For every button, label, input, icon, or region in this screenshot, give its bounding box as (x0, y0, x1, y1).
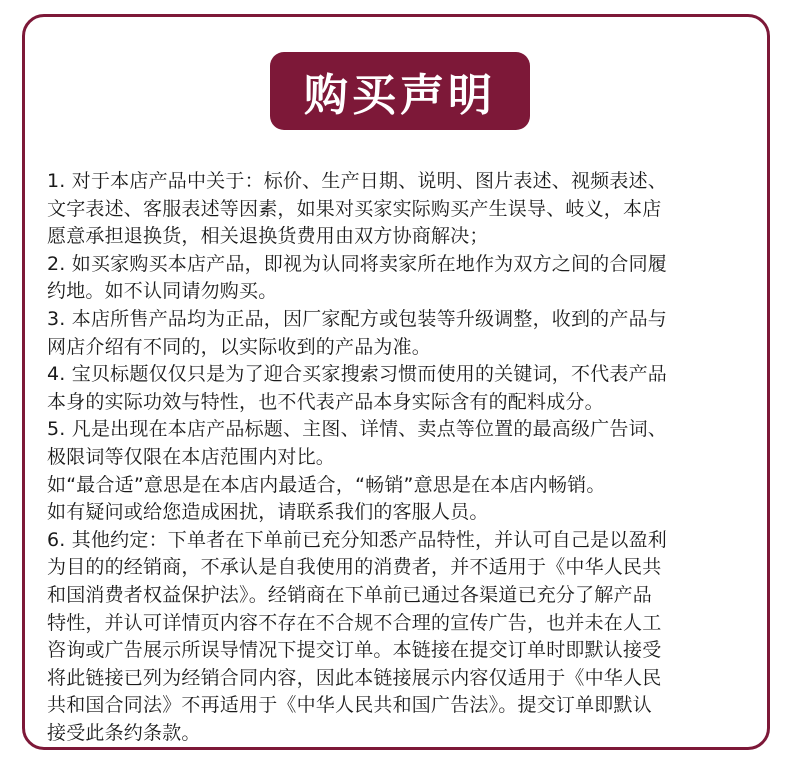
statement-line: 2. 如买家购买本店产品，即视为认同将卖家所在地作为双方之间的合同履 (47, 252, 667, 275)
statement-line: 6. 其他约定：下单者在下单前已充分知悉产品特性，并认可自己是以盈利 (47, 528, 667, 551)
statement-line: 共和国合同法》不再适用于《中华人民共和国广告法》。提交订单即默认 (47, 694, 652, 717)
page-title: 购买声明 (304, 70, 496, 121)
title-badge (270, 52, 530, 130)
statement-line: 如“最合适”意思是在本店内最适合，“畅销”意思是在本店内畅销。 (47, 473, 606, 496)
statement-line: 为目的的经销商，不承认是自我使用的消费者，并不适用于《中华人民共 (47, 556, 662, 579)
statement-line: 1. 对于本店产品中关于：标价、生产日期、说明、图片表述、视频表述、 (47, 170, 667, 192)
statement-line: 接受此条约条款。 (47, 721, 201, 744)
statement-line: 网店介绍有不同的，以实际收到的产品为准。 (47, 335, 432, 358)
statement-line: 和国消费者权益保护法》。经销商在下单前已通过各渠道已充分了解产品 (47, 583, 652, 606)
statement-line: 本身的实际功效与特性，也不代表产品本身实际含有的配料成分。 (47, 390, 604, 413)
statement-line: 愿意承担退换货，相关退换货费用由双方协商解决； (47, 225, 489, 248)
statement-line: 约地。如不认同请勿购买。 (47, 280, 278, 303)
statement-line: 5. 凡是出现在本店产品标题、主图、详情、卖点等位置的最高级广告词、 (47, 418, 667, 441)
statement-line: 极限词等仅限在本店范围内对比。 (47, 445, 336, 468)
statement-line: 文字表述、客服表述等因素，如果对买家实际购买产生误导、岐义，本店 (47, 197, 662, 220)
statement-line: 3. 本店所售产品均为正品，因厂家配方或包装等升级调整，收到的产品与 (47, 307, 667, 330)
statement-body (47, 168, 762, 747)
statement-line: 如有疑问或给您造成困扰，请联系我们的客服人员。 (47, 501, 489, 524)
statement-line: 咨询或广告展示所误导情况下提交订单。本链接在提交订单时即默认接受 (47, 639, 662, 662)
statement-line: 4. 宝贝标题仅仅只是为了迎合买家搜索习惯而使用的关键词，不代表产品 (47, 363, 667, 386)
statement-line: 将此链接已列为经销合同内容，因此本链接展示内容仅适用于《中华人民 (47, 666, 662, 689)
statement-line: 特性，并认可详情页内容不存在不合规不合理的宣传广告，也并未在人工 (47, 611, 662, 634)
